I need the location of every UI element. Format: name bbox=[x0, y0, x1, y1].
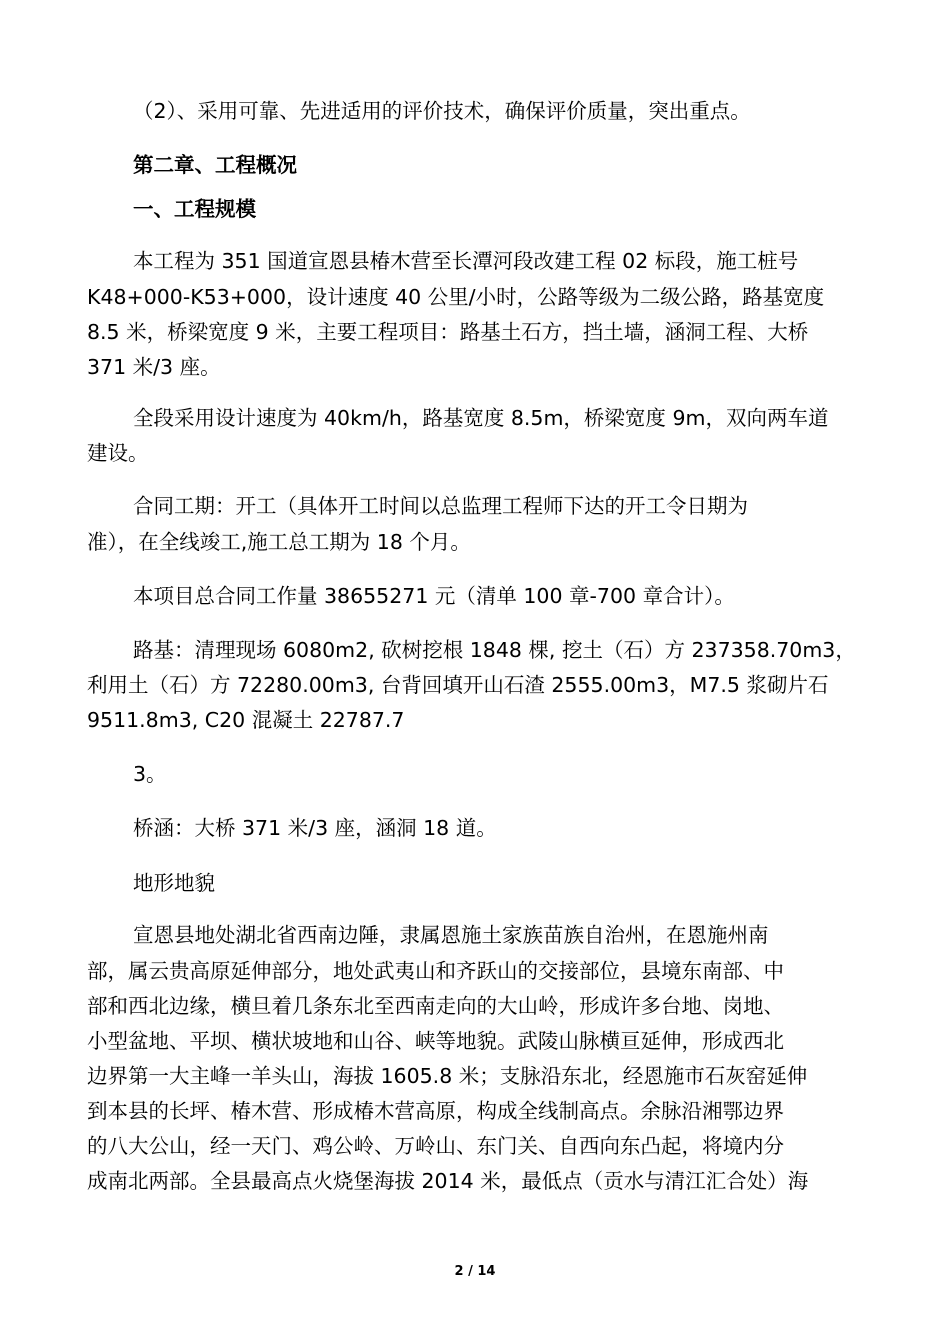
paragraph-line: 本项目总合同工作量 38655271 元（清单 100 章-700 章合计）。 bbox=[133, 584, 735, 608]
paragraph-line: 边界第一大主峰一羊头山，海拔 1605.8 米；支脉沿东北，经恩施市石灰窑延伸 bbox=[87, 1064, 808, 1088]
paragraph-line: 利用土（石）方 72280.00m3, 台背回填开山石渣 2555.00m3，M7.5 浆砌片石 bbox=[87, 673, 829, 697]
paragraph-line: 成南北两部。全县最高点火烧堡海拔 2014 米，最低点（贡水与清江汇合处）海 bbox=[87, 1169, 809, 1193]
paragraph-line: 准），在全线竣工,施工总工期为 18 个月。 bbox=[87, 530, 471, 554]
subheading-line: 地形地貌 bbox=[133, 871, 215, 895]
paragraph-line: 的八大公山，经一天门、鸡公岭、万岭山、东门关、自西向东凸起，将境内分 bbox=[87, 1134, 784, 1158]
section-heading: 一、工程规模 bbox=[133, 197, 256, 221]
paragraph-line: 部，属云贵高原延伸部分，地处武夷山和齐跃山的交接部位，县境东南部、中 bbox=[87, 959, 784, 983]
paragraph-line: 路基：清理现场 6080m2, 砍树挖根 1848 棵, 挖土（石）方 237358.70m3， bbox=[133, 638, 856, 662]
paragraph-line: 合同工期：开工（具体开工时间以总监理工程师下达的开工令日期为 bbox=[133, 494, 748, 518]
chapter-heading: 第二章、工程概况 bbox=[133, 153, 297, 177]
paragraph-line: K48+000-K53+000，设计速度 40 公里/小时，公路等级为二级公路，路基宽度 bbox=[87, 285, 825, 309]
paragraph-line: 桥涵：大桥 371 米/3 座，涵洞 18 道。 bbox=[133, 816, 497, 840]
paragraph-line: 宣恩县地处湖北省西南边陲，隶属恩施土家族苗族自治州，在恩施州南 bbox=[133, 923, 769, 947]
paragraph-line: 371 米/3 座。 bbox=[87, 355, 221, 379]
paragraph-line: 全段采用设计速度为 40km/h，路基宽度 8.5m，桥梁宽度 9m，双向两车道 bbox=[133, 406, 829, 430]
paragraph-line: 小型盆地、平坝、横状坡地和山谷、峡等地貌。武陵山脉横亘延伸，形成西北 bbox=[87, 1029, 784, 1053]
page-number: 2 / 14 bbox=[454, 1264, 496, 1279]
paragraph-line: 到本县的长坪、椿木营、形成椿木营高原，构成全线制高点。余脉沿湘鄂边界 bbox=[87, 1099, 784, 1123]
paragraph-line: 8.5 米，桥梁宽度 9 米，主要工程项目：路基土石方，挡土墙，涵洞工程、大桥 bbox=[87, 320, 809, 344]
paragraph-line: （2）、采用可靠、先进适用的评价技术，确保评价质量，突出重点。 bbox=[133, 99, 751, 123]
paragraph-line: 部和西北边缘，横旦着几条东北至西南走向的大山岭，形成许多台地、岗地、 bbox=[87, 994, 784, 1018]
paragraph-line: 3。 bbox=[133, 762, 167, 786]
paragraph-line: 本工程为 351 国道宣恩县椿木营至长潭河段改建工程 02 标段，施工桩号 bbox=[133, 249, 799, 273]
paragraph-line: 建设。 bbox=[87, 441, 149, 465]
paragraph-line: 9511.8m3, C20 混凝土 22787.7 bbox=[87, 708, 405, 732]
